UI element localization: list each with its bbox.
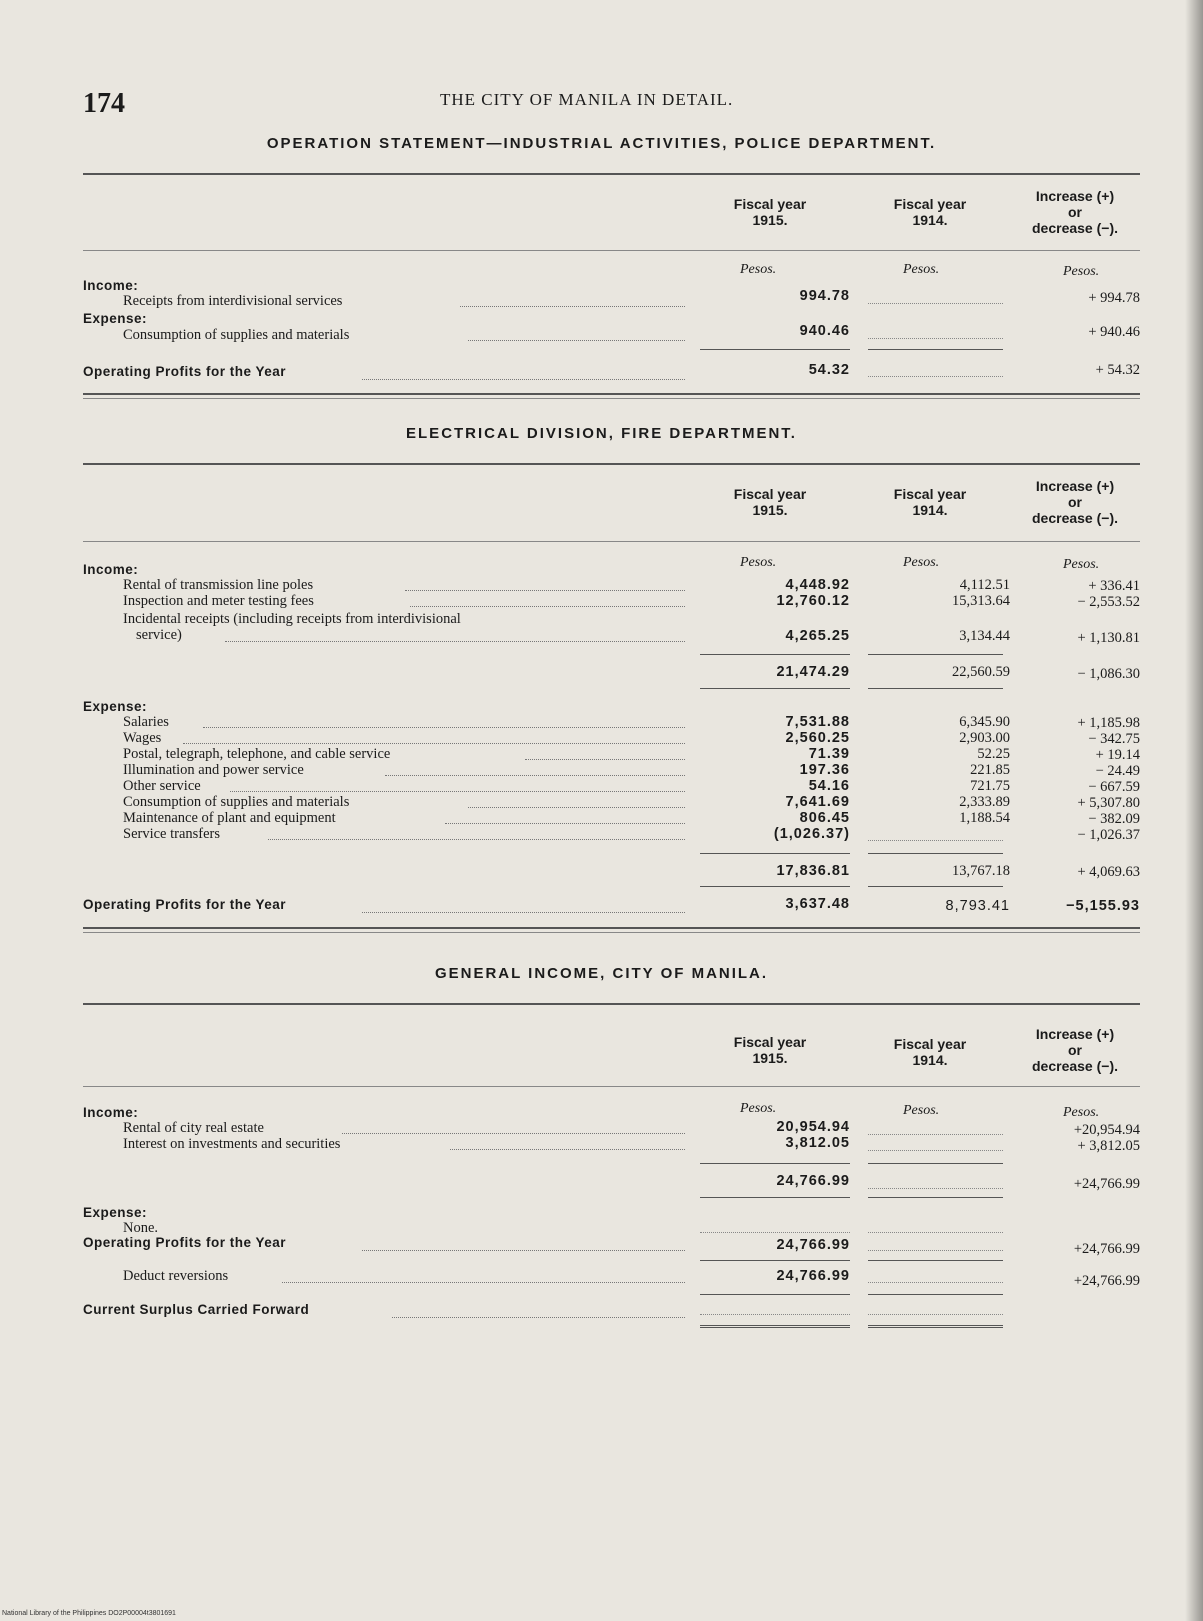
value-change: + 5,307.80 xyxy=(1077,795,1140,811)
value-1915: 12,760.12 xyxy=(776,593,850,609)
table-bottom-rule xyxy=(83,932,1140,933)
table-bottom-rule xyxy=(83,393,1140,395)
value-change: +20,954.94 xyxy=(1073,1122,1140,1138)
sum-rule xyxy=(700,654,850,655)
value-change: + 3,812.05 xyxy=(1077,1138,1140,1154)
value-1915: 71.39 xyxy=(808,746,850,762)
total-1915: 24,766.99 xyxy=(776,1173,850,1189)
header-rule xyxy=(83,541,1140,542)
total-1914: 22,560.59 xyxy=(952,664,1010,680)
leader-dots xyxy=(268,839,685,840)
sum-rule xyxy=(868,1260,1003,1261)
value-1914: 721.75 xyxy=(970,778,1010,794)
value-1915: 806.45 xyxy=(799,810,850,826)
sum-rule xyxy=(868,1163,1003,1164)
column-header-change: Increase (+) or decrease (−). xyxy=(1032,188,1118,236)
column-header-1914: Fiscal year 1914. xyxy=(893,196,967,228)
column-header-change: Increase (+) or decrease (−). xyxy=(1032,478,1118,526)
blank-value xyxy=(868,338,1003,339)
sum-rule xyxy=(868,853,1003,854)
row-label: Salaries xyxy=(123,714,169,730)
table-top-rule xyxy=(83,463,1140,465)
leader-dots xyxy=(468,807,685,808)
section-title-general: GENERAL INCOME, CITY OF MANILA. xyxy=(434,965,769,982)
value-change: + 54.32 xyxy=(1095,362,1140,378)
unit-label: Pesos. xyxy=(740,262,777,277)
row-label: Incidental receipts (including receipts from interdivisional xyxy=(123,611,461,627)
category-label-expense: Expense: xyxy=(83,1205,148,1220)
sum-rule xyxy=(700,688,850,689)
column-header-1915: Fiscal year 1915. xyxy=(733,196,807,228)
value-change: − 342.75 xyxy=(1088,731,1140,747)
row-label: Consumption of supplies and materials xyxy=(123,327,350,343)
row-label-operating-profits: Operating Profits for the Year xyxy=(83,897,287,912)
value-1914: 4,112.51 xyxy=(959,577,1010,593)
row-label: Wages xyxy=(123,730,162,746)
value-1915: (1,026.37) xyxy=(773,826,850,842)
value-change: +24,766.99 xyxy=(1073,1241,1140,1257)
value-1914: 52.25 xyxy=(977,746,1010,762)
blank-value xyxy=(868,1150,1003,1151)
table-bottom-rule xyxy=(83,398,1140,399)
value-change: + 940.46 xyxy=(1088,324,1140,340)
value-1914: 221.85 xyxy=(970,762,1010,778)
blank-value xyxy=(868,376,1003,377)
double-rule xyxy=(868,1325,1003,1328)
value-change: + 1,130.81 xyxy=(1077,630,1140,646)
leader-dots xyxy=(468,340,685,341)
row-label: Rental of transmission line poles xyxy=(123,577,314,593)
total-1914: 13,767.18 xyxy=(952,863,1010,879)
value-1915: 20,954.94 xyxy=(776,1119,850,1135)
leader-dots xyxy=(183,743,685,744)
row-label: Illumination and power service xyxy=(123,762,304,778)
value-1915: 4,448.92 xyxy=(785,577,850,593)
sum-rule xyxy=(868,349,1003,350)
unit-label: Pesos. xyxy=(903,555,940,570)
leader-dots xyxy=(525,759,685,760)
sum-rule xyxy=(868,886,1003,887)
blank-value xyxy=(700,1314,850,1315)
column-header-1914: Fiscal year 1914. xyxy=(893,486,967,518)
unit-label: Pesos. xyxy=(740,1101,777,1116)
table-top-rule xyxy=(83,173,1140,175)
header-rule xyxy=(83,250,1140,251)
unit-label: Pesos. xyxy=(740,555,777,570)
category-label-income: Income: xyxy=(83,562,139,577)
category-label-income: Income: xyxy=(83,278,139,293)
value-1915: 197.36 xyxy=(799,762,850,778)
leader-dots xyxy=(225,641,685,642)
value-change: − 382.09 xyxy=(1088,811,1140,827)
leader-dots xyxy=(362,379,685,380)
value-1915: 7,531.88 xyxy=(785,714,850,730)
row-label: None. xyxy=(123,1220,159,1236)
blank-value xyxy=(868,1232,1003,1233)
blank-value xyxy=(868,303,1003,304)
row-label: Receipts from interdivisional services xyxy=(123,293,343,309)
sum-rule xyxy=(868,1197,1003,1198)
leader-dots xyxy=(385,775,685,776)
row-label: Service transfers xyxy=(123,826,221,842)
leader-dots xyxy=(392,1317,685,1318)
value-1915: 54.16 xyxy=(808,778,850,794)
table-top-rule xyxy=(83,1003,1140,1005)
blank-value xyxy=(868,1314,1003,1315)
category-label-expense: Expense: xyxy=(83,699,148,714)
value-1915: 24,766.99 xyxy=(776,1268,850,1284)
total-change: +24,766.99 xyxy=(1073,1176,1140,1192)
value-change: + 994.78 xyxy=(1088,290,1140,306)
column-header-1914: Fiscal year 1914. xyxy=(893,1036,967,1068)
value-change: − 667.59 xyxy=(1088,779,1140,795)
value-1915: 940.46 xyxy=(799,323,850,339)
blank-value xyxy=(868,1250,1003,1251)
row-label: Other service xyxy=(123,778,201,794)
blank-value xyxy=(868,1134,1003,1135)
leader-dots xyxy=(342,1133,685,1134)
value-1915: 3,812.05 xyxy=(785,1135,850,1151)
sum-rule xyxy=(700,1163,850,1164)
blank-value xyxy=(700,1232,850,1233)
value-1915: 24,766.99 xyxy=(776,1237,850,1253)
unit-label: Pesos. xyxy=(903,1103,940,1118)
scan-credit: National Library of the Philippines DO2P00004t3801691 xyxy=(2,1610,176,1617)
leader-dots xyxy=(282,1282,685,1283)
row-label: Inspection and meter testing fees xyxy=(123,593,314,609)
value-1915: 3,637.48 xyxy=(785,896,850,912)
row-label: Maintenance of plant and equipment xyxy=(123,810,336,826)
leader-dots xyxy=(203,727,685,728)
column-header-1915: Fiscal year 1915. xyxy=(733,1034,807,1066)
unit-label: Pesos. xyxy=(1063,264,1100,279)
unit-label: Pesos. xyxy=(1063,1105,1100,1120)
leader-dots xyxy=(405,590,685,591)
row-label: Interest on investments and securities xyxy=(123,1136,341,1152)
sum-rule xyxy=(868,688,1003,689)
table-bottom-rule xyxy=(83,927,1140,929)
value-change: − 2,553.52 xyxy=(1077,594,1140,610)
page-edge-shadow xyxy=(1185,0,1203,1621)
value-1915: 2,560.25 xyxy=(785,730,850,746)
row-label: Rental of city real estate xyxy=(123,1120,264,1136)
value-1914: 6,345.90 xyxy=(959,714,1010,730)
leader-dots xyxy=(362,912,685,913)
value-1915: 994.78 xyxy=(799,288,850,304)
unit-label: Pesos. xyxy=(903,262,940,277)
leader-dots xyxy=(460,306,685,307)
sum-rule xyxy=(868,1294,1003,1295)
sum-rule xyxy=(700,349,850,350)
value-1914: 1,188.54 xyxy=(959,810,1010,826)
value-1914: 8,793.41 xyxy=(945,898,1010,914)
leader-dots xyxy=(410,606,685,607)
unit-label: Pesos. xyxy=(1063,557,1100,572)
value-change: + 336.41 xyxy=(1088,578,1140,594)
leader-dots xyxy=(362,1250,685,1251)
value-1915: 4,265.25 xyxy=(785,628,850,644)
value-1915: 54.32 xyxy=(808,362,850,378)
row-label-operating-profits: Operating Profits for the Year xyxy=(83,364,287,379)
value-1914: 3,134.44 xyxy=(959,628,1010,644)
value-change: + 19.14 xyxy=(1095,747,1140,763)
sum-rule xyxy=(700,853,850,854)
row-label-deduct-reversions: Deduct reversions xyxy=(123,1268,229,1284)
leader-dots xyxy=(450,1149,685,1150)
page-number: 174 xyxy=(83,88,125,119)
value-change: −5,155.93 xyxy=(1066,898,1140,914)
blank-value xyxy=(868,1188,1003,1189)
double-rule xyxy=(700,1325,850,1328)
value-1914: 2,333.89 xyxy=(959,794,1010,810)
value-change: + 1,185.98 xyxy=(1077,715,1140,731)
sum-rule xyxy=(868,654,1003,655)
blank-value xyxy=(868,1282,1003,1283)
section-title-electrical: ELECTRICAL DIVISION, FIRE DEPARTMENT. xyxy=(406,425,797,442)
row-label: Consumption of supplies and materials xyxy=(123,794,350,810)
sum-rule xyxy=(700,1260,850,1261)
leader-dots xyxy=(445,823,685,824)
row-label: Postal, telegraph, telephone, and cable service xyxy=(123,746,391,762)
row-label-operating-profits: Operating Profits for the Year xyxy=(83,1235,287,1250)
value-1914: 15,313.64 xyxy=(952,593,1010,609)
sum-rule xyxy=(700,1294,850,1295)
category-label-income: Income: xyxy=(83,1105,139,1120)
column-header-1915: Fiscal year 1915. xyxy=(733,486,807,518)
running-head: THE CITY OF MANILA IN DETAIL. xyxy=(440,90,734,109)
column-header-change: Increase (+) or decrease (−). xyxy=(1032,1026,1118,1074)
row-label: service) xyxy=(136,627,182,643)
header-rule xyxy=(83,1086,1140,1087)
value-change: +24,766.99 xyxy=(1073,1273,1140,1289)
sum-rule xyxy=(700,1197,850,1198)
total-change: + 4,069.63 xyxy=(1077,864,1140,880)
value-change: − 24.49 xyxy=(1095,763,1140,779)
sum-rule xyxy=(700,886,850,887)
value-change: − 1,026.37 xyxy=(1077,827,1140,843)
total-1915: 21,474.29 xyxy=(776,664,850,680)
value-1914: 2,903.00 xyxy=(959,730,1010,746)
total-change: − 1,086.30 xyxy=(1077,666,1140,682)
row-label-current-surplus: Current Surplus Carried Forward xyxy=(83,1302,310,1317)
category-label-expense: Expense: xyxy=(83,311,148,326)
total-1915: 17,836.81 xyxy=(776,863,850,879)
blank-value xyxy=(868,840,1003,841)
leader-dots xyxy=(230,791,685,792)
value-1915: 7,641.69 xyxy=(785,794,850,810)
section-title-police: OPERATION STATEMENT—INDUSTRIAL ACTIVITIES, POLICE DEPARTMENT. xyxy=(266,135,937,152)
